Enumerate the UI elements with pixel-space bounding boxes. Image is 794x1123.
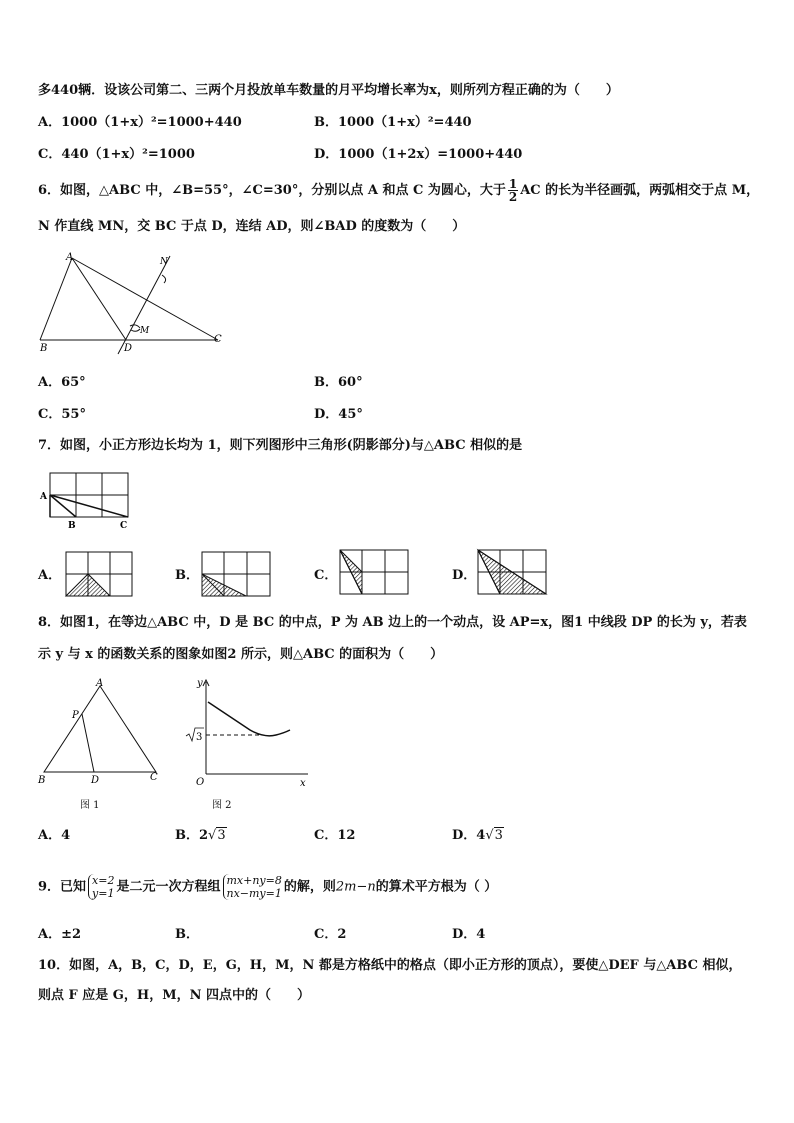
q6-option-a: A．65° bbox=[38, 375, 86, 390]
q9-eq2: nx−my=1 bbox=[226, 887, 282, 900]
q8-fig2-label-y: y bbox=[197, 678, 203, 689]
q6-label-n: N bbox=[160, 257, 168, 267]
q7-option-a-label: A． bbox=[38, 568, 62, 583]
q6-stem-line2: N 作直线 MN，交 BC 于点 D，连结 AD，则∠BAD 的度数为（ ） bbox=[38, 219, 466, 234]
q6-stem-part2: AC 的长为半径画弧，两弧相交于点 M， bbox=[520, 183, 760, 198]
q8-option-a: A．4 bbox=[38, 828, 71, 843]
q8-option-d-sqrt: √3 bbox=[485, 828, 503, 843]
q9-stem-suffix: 的解，则 bbox=[283, 879, 336, 895]
q9-eq1: mx+ny=8 bbox=[226, 874, 282, 887]
q9-stem-prefix: 9．已知 bbox=[38, 879, 87, 895]
q8-fig2-label-sqrt3: 3 bbox=[196, 732, 203, 743]
q7-option-b-figure bbox=[200, 550, 274, 600]
q5-option-b: B．1000（1+x）²=440 bbox=[314, 115, 472, 130]
q8-option-b-prefix: B．2 bbox=[175, 828, 209, 843]
q9-option-b: B． bbox=[175, 927, 199, 942]
q6-fraction bbox=[508, 178, 518, 203]
q9-stem-end: 的算术平方根为（ ） bbox=[375, 879, 498, 895]
q8-option-d bbox=[452, 826, 504, 846]
q5-option-a: A．1000（1+x）²=1000+440 bbox=[38, 115, 242, 130]
q6-arc-m2 bbox=[131, 329, 140, 331]
q7-option-c-figure bbox=[338, 548, 412, 600]
q6-label-m: M bbox=[140, 326, 150, 336]
q8-fig1-label-b: B bbox=[38, 775, 46, 786]
q6-stem-line1 bbox=[38, 178, 759, 203]
q8-option-c: C．12 bbox=[314, 828, 356, 843]
q6-segment-ad bbox=[72, 258, 126, 340]
q9-expr: 2m−n bbox=[335, 879, 376, 895]
q6-frac-den: 2 bbox=[508, 190, 518, 204]
q6-arc-n bbox=[162, 275, 166, 283]
q5-stem: 多440辆．设该公司第二、三两个月投放单车数量的月平均增长率为x，则所列方程正确的为（ ） bbox=[38, 83, 619, 98]
q9-stem bbox=[38, 874, 497, 900]
q8-fig1-caption: 图 1 bbox=[80, 800, 100, 811]
q9-option-a: A．±2 bbox=[38, 927, 82, 942]
q8-fig1-label-c: C bbox=[150, 772, 158, 783]
q8-option-d-prefix: D．4 bbox=[452, 828, 486, 843]
q8-fig2-label-x: x bbox=[300, 778, 306, 789]
q8-fig1-label-p: P bbox=[72, 710, 79, 721]
q7-option-a-figure bbox=[64, 550, 136, 600]
q7-label-a: A bbox=[40, 492, 47, 502]
q8-option-b-radicand: 3 bbox=[217, 828, 226, 843]
q7-option-c-label: C． bbox=[314, 568, 338, 583]
q8-option-d-radicand: 3 bbox=[494, 828, 503, 843]
q8-fig1-label-d: D bbox=[91, 775, 100, 786]
q10-stem-line2: 则点 F 应是 G，H，M，N 四点中的（ ） bbox=[38, 988, 310, 1003]
q6-option-d: D．45° bbox=[314, 407, 363, 422]
q6-stem-part1: 6．如图，△ABC 中，∠B=55°，∠C=30°，分别以点 A 和点 C 为圆心，大于 bbox=[38, 183, 506, 198]
q8-graph-curve bbox=[208, 702, 290, 736]
q7-option-d-figure bbox=[476, 548, 550, 600]
q9-sol-y: y=1 bbox=[92, 887, 115, 900]
q8-option-b bbox=[175, 826, 227, 846]
q6-label-c: C bbox=[214, 334, 222, 345]
q9-solution-system bbox=[88, 874, 114, 900]
q8-option-b-sqrt: √3 bbox=[208, 828, 226, 843]
q8-fig1-label-a: A bbox=[96, 678, 104, 689]
q9-option-c: C．2 bbox=[314, 927, 347, 942]
q8-fig2-label-o: O bbox=[196, 777, 205, 788]
q6-figure bbox=[36, 250, 236, 360]
q7-option-b-label: B． bbox=[175, 568, 199, 583]
q7-label-b: B bbox=[68, 521, 76, 531]
q7-option-d-label: D． bbox=[452, 568, 477, 583]
q10-stem-line1: 10．如图，A，B，C，D，E，G，H，M，N 都是方格纸中的格点（即小正方形的顶点），要使△DEF 与△ABC 相似， bbox=[38, 958, 742, 973]
q8-figure-1 bbox=[36, 676, 166, 788]
q7-reference-figure bbox=[36, 470, 136, 532]
q8-segment-pd bbox=[82, 714, 94, 772]
q6-label-a: A bbox=[66, 252, 74, 263]
q6-label-d: D bbox=[124, 343, 133, 354]
q8-stem-line2: 示 y 与 x 的函数关系的图象如图2 所示，则△ABC 的面积为（ ） bbox=[38, 647, 444, 662]
q6-frac-num: 1 bbox=[508, 177, 518, 191]
q8-triangle-abc bbox=[44, 686, 156, 772]
q6-side-ab bbox=[40, 258, 72, 340]
q6-option-c: C．55° bbox=[38, 407, 86, 422]
q7-stem: 7．如图，小正方形边长均为 1，则下列图形中三角形(阴影部分)与△ABC 相似的是 bbox=[38, 438, 523, 453]
q5-option-c: C．440（1+x）²=1000 bbox=[38, 147, 195, 162]
q8-stem-line1: 8．如图1，在等边△ABC 中，D 是 BC 的中点，P 为 AB 边上的一个动点，设 AP=x，图1 中线段 DP 的长为 y，若表 bbox=[38, 615, 747, 630]
q8-figure-2 bbox=[184, 674, 314, 790]
q6-label-b: B bbox=[40, 343, 48, 354]
q6-option-b: B．60° bbox=[314, 375, 363, 390]
q9-sol-x: x=2 bbox=[92, 874, 115, 887]
q6-line-mn bbox=[118, 256, 170, 354]
q9-option-d: D．4 bbox=[452, 927, 486, 942]
q9-equation-system bbox=[223, 874, 282, 900]
q9-stem-mid: 是二元一次方程组 bbox=[116, 879, 221, 895]
q5-option-d: D．1000（1+2x）=1000+440 bbox=[314, 147, 523, 162]
q8-fig2-caption: 图 2 bbox=[212, 800, 232, 811]
q7-label-c: C bbox=[120, 521, 128, 531]
